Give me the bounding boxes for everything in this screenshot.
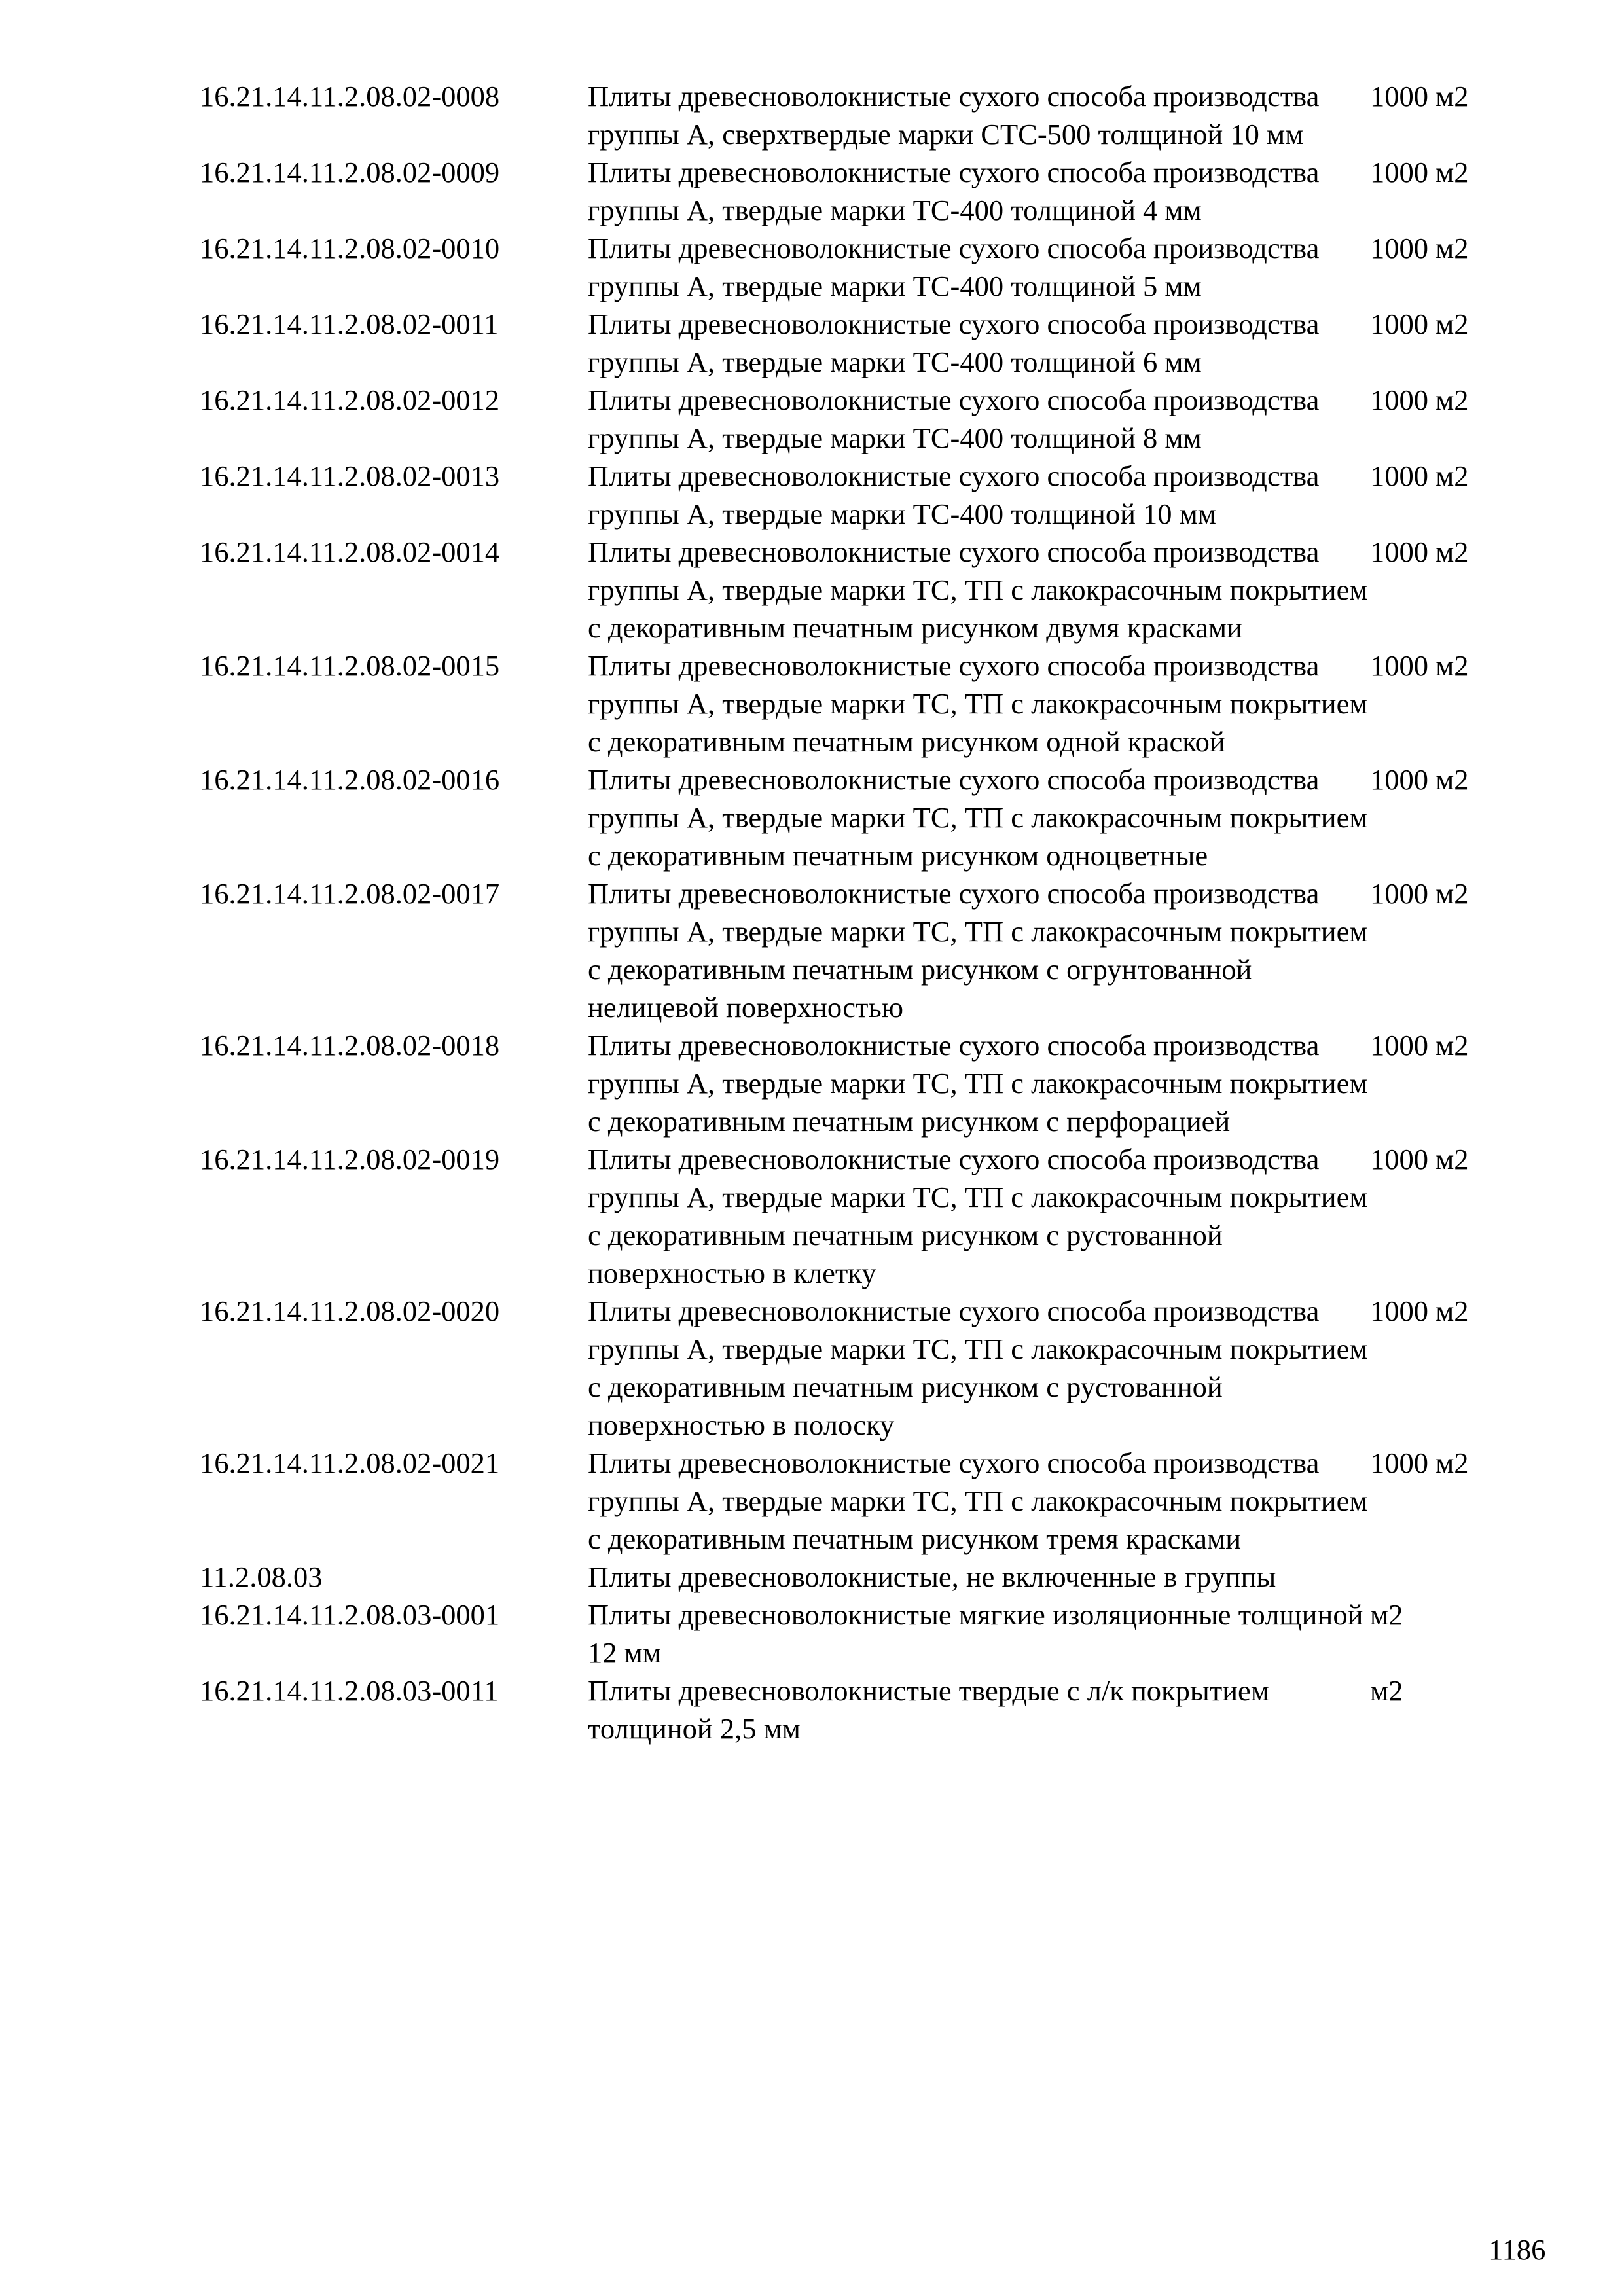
page-number: 1186 (1489, 2233, 1546, 2266)
resource-name: Плиты древесноволокнистые сухого способа производства группы А, твердые марки ТС, ТП с лакокрасочным покрытием с декоративным печатным рисунком одноцветные (588, 763, 1368, 872)
table-row (200, 457, 1502, 533)
resource-code: 16.21.14.11.2.08.02-0015 (200, 649, 500, 682)
group-name: Плиты древесноволокнистые, не включенные в группы (588, 1560, 1276, 1593)
table-row (200, 533, 1502, 647)
group-header-row (200, 1558, 1502, 1596)
resource-name: Плиты древесноволокнистые сухого способа производства группы А, твердые марки ТС-400 толщиной 10 мм (588, 459, 1320, 530)
resource-name: Плиты древесноволокнистые сухого способа производства группы А, твердые марки ТС, ТП с лакокрасочным покрытием с декоративным печатным рисунком одной краской (588, 649, 1368, 758)
resource-unit: 1000 м2 (1370, 1143, 1469, 1175)
table-row (200, 1292, 1502, 1444)
table-row (200, 647, 1502, 761)
resource-name: Плиты древесноволокнистые мягкие изоляционные толщиной 12 мм (588, 1598, 1363, 1669)
resource-unit: 1000 м2 (1370, 384, 1469, 416)
resource-code: 16.21.14.11.2.08.02-0021 (200, 1446, 500, 1479)
group-code: 11.2.08.03 (200, 1560, 323, 1593)
resource-unit: 1000 м2 (1370, 1446, 1469, 1479)
resource-code: 16.21.14.11.2.08.02-0009 (200, 156, 500, 188)
resource-name: Плиты древесноволокнистые сухого способа производства группы А, твердые марки ТС, ТП с лакокрасочным покрытием с декоративным печатным рисунком с рустованной поверхностью в клетку (588, 1143, 1368, 1289)
resource-unit: 1000 м2 (1370, 156, 1469, 188)
resource-name: Плиты древесноволокнистые сухого способа производства группы А, твердые марки ТС, ТП с лакокрасочным покрытием с декоративным печатным рисунком двумя красками (588, 535, 1368, 644)
table-row (200, 305, 1502, 381)
resource-name: Плиты древесноволокнистые сухого способа производства группы А, твердые марки ТС-400 толщиной 8 мм (588, 384, 1320, 454)
resource-code: 16.21.14.11.2.08.02-0018 (200, 1029, 500, 1062)
resource-unit: м2 (1370, 1674, 1403, 1707)
table-row (200, 1444, 1502, 1558)
resource-unit: 1000 м2 (1370, 80, 1469, 113)
resource-name: Плиты древесноволокнистые сухого способа производства группы А, твердые марки ТС-400 толщиной 4 мм (588, 156, 1320, 226)
table-row (200, 77, 1502, 153)
table-row (200, 153, 1502, 229)
resource-name: Плиты древесноволокнистые сухого способа производства группы А, твердые марки ТС, ТП с лакокрасочным покрытием с декоративным печатным рисунком с огрунтованной нелицевой поверхностью (588, 877, 1368, 1024)
resource-code: 16.21.14.11.2.08.02-0016 (200, 763, 500, 796)
resource-code: 16.21.14.11.2.08.02-0017 (200, 877, 500, 910)
table-row (200, 381, 1502, 457)
resource-name: Плиты древесноволокнистые сухого способа производства группы А, твердые марки ТС-400 толщиной 5 мм (588, 232, 1320, 302)
resource-code: 16.21.14.11.2.08.02-0008 (200, 80, 500, 113)
resource-unit: 1000 м2 (1370, 459, 1469, 492)
table-row (200, 874, 1502, 1026)
resource-unit: 1000 м2 (1370, 308, 1469, 340)
resource-name: Плиты древесноволокнистые сухого способа производства группы А, сверхтвердые марки СТС-500 толщиной 10 мм (588, 80, 1320, 151)
resource-unit: 1000 м2 (1370, 535, 1469, 568)
resource-code: 16.21.14.11.2.08.02-0012 (200, 384, 500, 416)
resource-name: Плиты древесноволокнистые твердые с л/к покрытием толщиной 2,5 мм (588, 1674, 1269, 1745)
table-row (200, 761, 1502, 874)
resource-unit: 1000 м2 (1370, 649, 1469, 682)
resource-code: 16.21.14.11.2.08.03-0001 (200, 1598, 500, 1631)
resource-table (200, 77, 1502, 1748)
resource-unit: 1000 м2 (1370, 232, 1469, 264)
resource-unit: 1000 м2 (1370, 1029, 1469, 1062)
resource-name: Плиты древесноволокнистые сухого способа производства группы А, твердые марки ТС, ТП с лакокрасочным покрытием с декоративным печатным рисунком с рустованной поверхностью в полоску (588, 1295, 1368, 1441)
resource-name: Плиты древесноволокнистые сухого способа производства группы А, твердые марки ТС-400 толщиной 6 мм (588, 308, 1320, 378)
resource-unit: 1000 м2 (1370, 1295, 1469, 1327)
table-row (200, 1026, 1502, 1140)
resource-code: 16.21.14.11.2.08.02-0013 (200, 459, 500, 492)
resource-name: Плиты древесноволокнистые сухого способа производства группы А, твердые марки ТС, ТП с лакокрасочным покрытием с декоративным печатным рисунком тремя красками (588, 1446, 1368, 1555)
table-row (200, 1672, 1502, 1748)
table-row (200, 1140, 1502, 1292)
resource-code: 16.21.14.11.2.08.03-0011 (200, 1674, 499, 1707)
resource-code: 16.21.14.11.2.08.02-0011 (200, 308, 499, 340)
resource-code: 16.21.14.11.2.08.02-0020 (200, 1295, 500, 1327)
resource-unit: 1000 м2 (1370, 763, 1469, 796)
table-row (200, 229, 1502, 305)
resource-unit: м2 (1370, 1598, 1403, 1631)
resource-code: 16.21.14.11.2.08.02-0019 (200, 1143, 500, 1175)
resource-unit: 1000 м2 (1370, 877, 1469, 910)
table-row (200, 1596, 1502, 1672)
resource-name: Плиты древесноволокнистые сухого способа производства группы А, твердые марки ТС, ТП с лакокрасочным покрытием с декоративным печатным рисунком с перфорацией (588, 1029, 1368, 1138)
resource-code: 16.21.14.11.2.08.02-0010 (200, 232, 500, 264)
resource-code: 16.21.14.11.2.08.02-0014 (200, 535, 500, 568)
